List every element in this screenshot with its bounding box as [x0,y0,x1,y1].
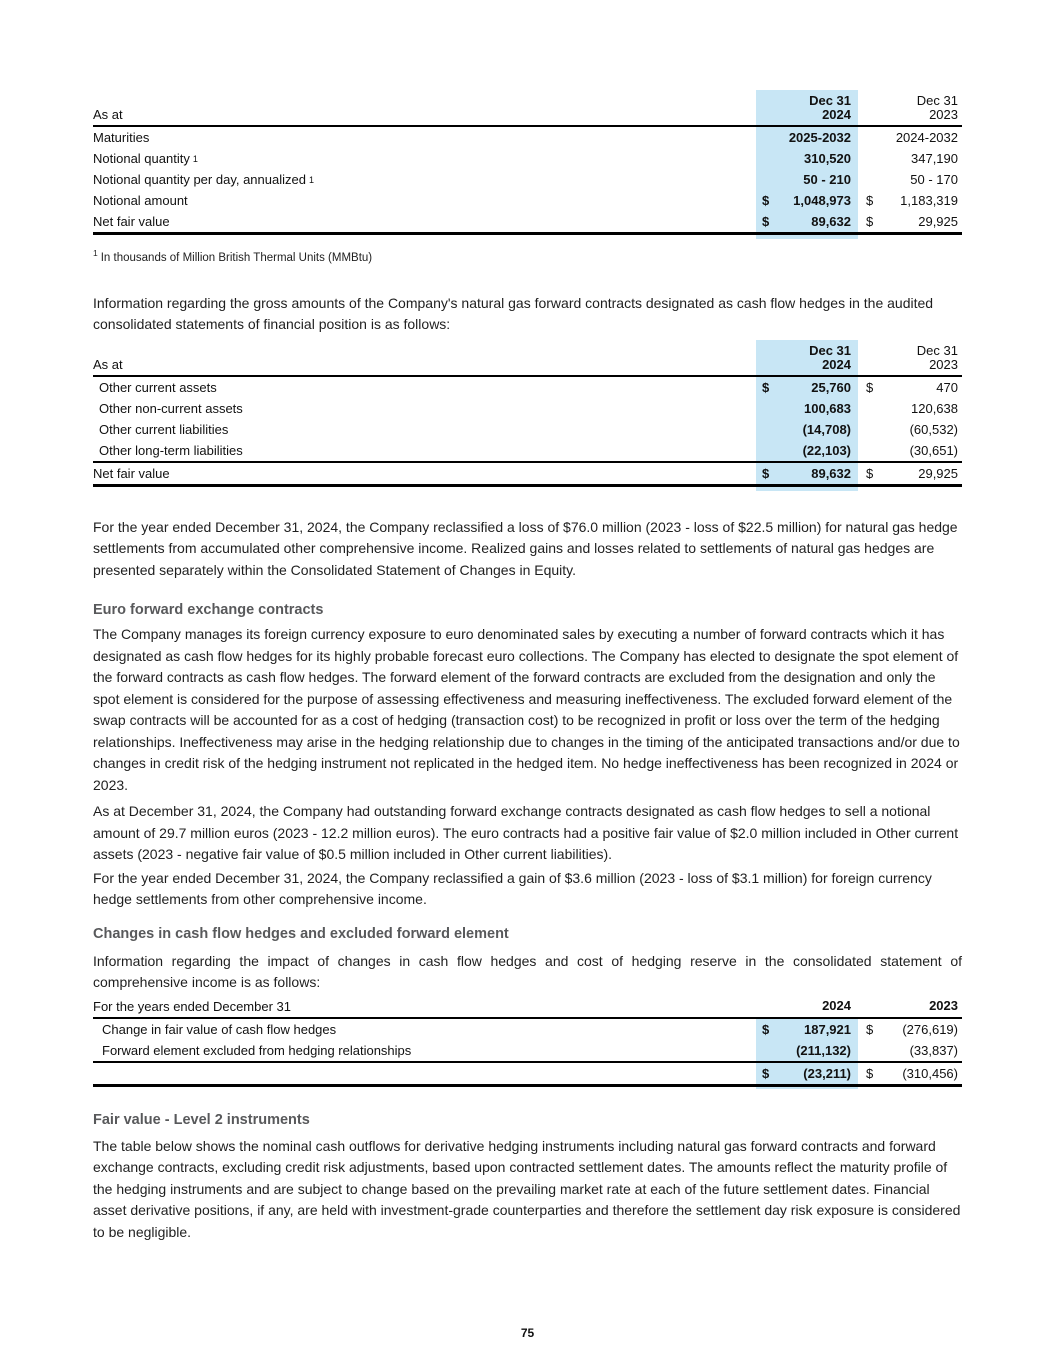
value-2024: 25,760 [811,379,851,395]
currency-sign: $ [762,379,770,395]
column-2024-header [756,340,858,375]
spacer [858,1087,962,1089]
table-total-row [93,1063,962,1087]
value-2023-cell [858,419,962,440]
natural-gas-summary-table [93,90,962,239]
table-row [93,1063,962,1084]
value-2023-cell [858,148,962,169]
value-2024-cell [756,190,858,211]
column-2024-header-text [756,999,858,1016]
footnote-number: 1 [93,248,98,258]
currency-sign: $ [866,465,874,481]
table-row [93,211,962,232]
value-2024-cell [756,1019,858,1040]
value-2023: (276,619) [902,1021,958,1037]
changes-intro-paragraph: Information regarding the impact of changes in cash flow hedges and cost of hedging reserve in the consolidated statement of comprehensive income is as follows: [93,952,962,991]
value-2024-cell [756,377,858,398]
table-row [93,463,962,484]
currency-sign: $ [866,379,874,395]
euro-notional-paragraph: As at December 31, 2024, the Company had outstanding forward exchange contracts designated as cash flow hedges to sell a notional amount of 29.7 million euros (2023 - 12.2 million euros). The euro contracts had a positive fair value of $2.0 million included in Other current assets (2023 - negative fair value of $0.5 million included in Other current liabilities). [93,803,959,863]
value-2023-cell [858,190,962,211]
value-2024: 50 - 210 [803,172,851,187]
value-2023: (310,456) [902,1065,958,1081]
row-label-cell [93,466,756,481]
value-2023: 347,190 [911,151,958,166]
value-2023: 120,638 [911,400,958,416]
table-header-row [93,998,962,1019]
highlight-extension [93,235,962,239]
column-2024-header-text [756,90,858,125]
row-label: Net fair value [93,465,170,481]
value-2024-cell [756,169,858,190]
dec31-label: Dec 31 [809,342,851,358]
changes-hedges-heading: Changes in cash flow hedges and excluded forward element [93,925,509,942]
value-2024: (22,103) [802,442,851,458]
value-2023-cell [858,1063,962,1084]
column-2024-header-text [756,340,858,375]
value-2024-cell [756,440,858,461]
value-2024: 100,683 [804,400,851,416]
value-2023-cell [858,1019,962,1040]
value-2024: 89,632 [811,465,851,481]
gas-reclassification-paragraph: For the year ended December 31, 2024, the Company reclassified a loss of $76.0 million (2023 - loss of $22.5 million) for natural gas hedge settlements from accumulated other comprehensive income. Realized gains and losses related to settlements of natural gas hedges are presented separately within the Consolidated Statement of Changes in Equity. [93,518,958,578]
gross-amounts-table [93,340,962,491]
years-ended-label: For the years ended December 31 [93,998,291,1014]
currency-sign: $ [762,214,770,229]
as-at-label: As at [93,107,123,122]
column-2023-header [858,340,962,375]
value-2024: 310,520 [804,151,851,166]
value-2024-cell [756,127,858,148]
intro-gross-paragraph: Information regarding the gross amounts of the Company's natural gas forward contracts designated as cash flow hedges in the audited consolidated statements of financial position is as follows: [93,294,934,333]
row-label-cell [93,422,756,437]
column-2023-header-text [858,340,962,375]
row-label-cell [93,1022,756,1037]
value-2024: 89,632 [811,214,851,229]
table-row [93,1019,962,1040]
spacer [858,235,962,239]
table-row [93,377,962,398]
value-2024: (14,708) [802,421,851,437]
value-2023: (30,651) [909,442,958,458]
value-2024-cell [756,1063,858,1084]
table-header-row [93,340,962,377]
value-2023: 29,925 [918,214,958,229]
table-header-row [93,90,962,127]
row-label-cell: Notional quantity 1 [93,151,198,166]
year-2024-label: 2024 [822,107,851,122]
row-label-cell [93,214,756,229]
currency-sign: $ [866,214,874,229]
row-label: Other current liabilities [99,421,229,437]
year-2023-label: 2023 [929,997,958,1013]
highlight-extension [93,1087,962,1089]
year-2024-label: 2024 [822,997,851,1013]
value-2023: (33,837) [909,1042,958,1058]
value-2023: 2024-2032 [895,130,958,145]
row-label: Change in fair value of cash flow hedges [102,1021,337,1037]
value-2024: (211,132) [796,1042,851,1058]
value-2023-cell [858,127,962,148]
year-2024-label: 2024 [822,356,851,372]
fair-value-heading: Fair value - Level 2 instruments [93,1111,310,1128]
row-label-cell: Notional quantity per day, annualized 1 [93,172,314,187]
value-2023: 1,183,319 [900,193,958,208]
table-row [93,440,962,461]
column-2023-header [858,998,962,1017]
value-2023-cell [858,440,962,461]
value-2024: (23,211) [803,1065,851,1081]
spacer [858,487,962,491]
row-label: Other current assets [99,379,217,395]
row-label-cell [93,443,756,458]
table-header-label [93,90,756,125]
value-2023-cell [858,377,962,398]
column-2023-header-text [858,999,962,1016]
spacer [93,235,756,239]
euro-contracts-heading: Euro forward exchange contracts [93,602,324,619]
value-2023: 470 [936,379,958,395]
column-2023-header [858,90,962,125]
value-2024-cell [756,211,858,232]
value-2023-cell [858,463,962,484]
value-2023-cell [858,169,962,190]
row-label: Forward element excluded from hedging relationships [102,1042,412,1058]
value-2024-cell [756,463,858,484]
year-2023-label: 2023 [929,356,958,372]
table-row [93,419,962,440]
table-body [93,1019,962,1063]
currency-sign: $ [866,1065,874,1081]
value-2023: 29,925 [918,465,958,481]
highlight-band [756,487,858,491]
value-2024: 2025-2032 [788,130,851,145]
highlight-extension [93,487,962,491]
spacer [93,1087,756,1089]
row-label-cell [93,401,756,416]
currency-sign: $ [762,465,770,481]
row-label: Notional amount [93,193,188,208]
value-2023: (60,532) [909,421,958,437]
table-row [93,148,962,169]
dec31-label: Dec 31 [809,93,851,108]
page-number: 75 [520,1326,535,1340]
row-label: Other non-current assets [99,400,243,416]
currency-sign: $ [866,193,874,208]
row-label: Net fair value [93,214,170,229]
footnote-text: In thousands of Million British Thermal Units (MMBtu) [100,251,373,264]
column-2024-header [756,998,858,1017]
highlight-band [756,1087,858,1089]
value-2023-cell [858,211,962,232]
currency-sign: $ [866,1021,874,1037]
column-2023-header-text [858,90,962,125]
row-label-cell [93,1043,756,1058]
currency-sign: $ [762,1065,770,1081]
euro-contracts-paragraph: The Company manages its foreign currency exposure to euro denominated sales by executing a number of forward contracts which it has designated as cash flow hedges for its highly probable forecast euro collections. The Company has elected to designate the spot element of the forward contracts as cash flow hedges. The forward element of the forward contracts are excluded from the designation and only the spot element is considered for the purpose of assessing effectiveness and measuring ineffectiveness. The excluded forward element of the swap contracts will be accounted for as a cost of hedging (transaction cost) to be recognized in profit or loss over the term of the hedging relationships. Ineffectiveness may arise in the hedging relationship due to changes in the timing of the anticipated transactions and/or due to changes in credit risk of the hedging instrument not replicated in the hedged item. No hedge ineffectiveness has been recognized in 2024 or 2023. [93,626,960,793]
table-row [93,1040,962,1061]
value-2024: 187,921 [804,1021,851,1037]
spacer [93,487,756,491]
row-label: Notional quantity per day, annualized [93,172,306,187]
table-body [93,377,962,463]
table-body [93,127,962,235]
currency-sign: $ [762,1021,770,1037]
table-row [93,169,962,190]
value-2024-cell [756,148,858,169]
dec31-label: Dec 31 [916,93,958,108]
value-2024: 1,048,973 [793,193,851,208]
as-at-label: As at [93,356,123,372]
currency-sign: $ [762,193,770,208]
value-2023-cell [858,1040,962,1061]
value-2023-cell [858,398,962,419]
table-header-label [93,340,756,375]
row-label: Notional quantity [93,151,190,166]
row-label-cell [93,380,756,395]
value-2023: 50 - 170 [910,172,958,187]
row-label: Other long-term liabilities [99,442,243,458]
value-2024-cell [756,1040,858,1061]
page-content [93,90,962,1243]
table-total-row [93,463,962,487]
row-label-cell [93,193,756,208]
table-row [93,190,962,211]
row-label-cell [93,130,756,145]
table-footnote [93,248,962,264]
year-2023-label: 2023 [929,107,958,122]
row-label: Maturities [93,130,150,145]
value-2024-cell [756,419,858,440]
table-header-label [93,998,756,1017]
cash-flow-hedges-table [93,998,962,1089]
dec31-label: Dec 31 [916,342,958,358]
table-row [93,398,962,419]
fx-reclassification-paragraph: For the year ended December 31, 2024, the Company reclassified a gain of $3.6 million (2023 - loss of $3.1 million) for foreign currency hedge settlements from other comprehensive income. [93,869,932,908]
highlight-band [756,235,858,239]
value-2024-cell [756,398,858,419]
column-2024-header [756,90,858,125]
fair-value-paragraph: The table below shows the nominal cash outflows for derivative hedging instruments including natural gas forward contracts and forward exchange contracts, excluding credit risk adjustments, based upon contracted settlement dates. The amounts reflect the maturity profile of the hedging instruments and are subject to change based on the prevailing market rate at each of the future settlement dates. Financial asset derivative positions, if any, are held with investment-grade counterparties and therefore the settlement day risk exposure is considered to be negligible. [93,1137,961,1240]
table-row [93,127,962,148]
